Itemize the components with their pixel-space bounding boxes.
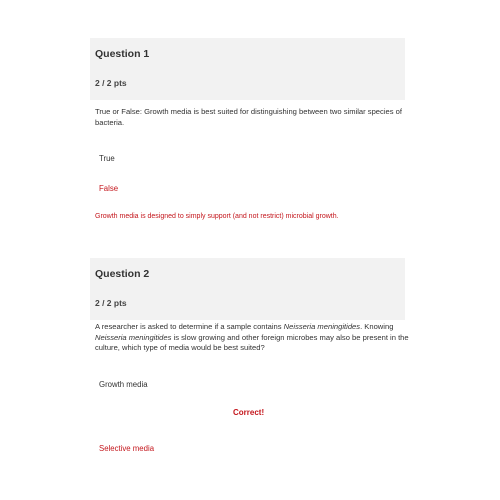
question-2-text	[95, 322, 415, 354]
answer-false[interactable]: False	[99, 184, 119, 193]
question-1-title: Question 1	[95, 48, 150, 60]
question-2-text-part-1: A researcher is asked to determine if a sample contains	[95, 322, 284, 331]
question-2-header	[90, 258, 405, 320]
answer-true[interactable]: True	[99, 154, 115, 163]
question-1-points: 2 / 2 pts	[95, 78, 127, 88]
question-2-text-part-3: . Knowing	[360, 322, 394, 331]
question-1-text: True or False: Growth media is best suited for distinguishing between two similar species of bacteria.	[95, 107, 402, 127]
question-2-points: 2 / 2 pts	[95, 298, 127, 308]
organism-name: Neisseria meningitides	[283, 322, 361, 331]
question-1-feedback: Growth media is designed to simply support (and not restrict) microbial growth.	[95, 213, 339, 220]
question-2-title: Question 2	[95, 268, 150, 280]
answer-selective-media[interactable]: Selective media	[99, 444, 155, 453]
answer-growth-media[interactable]: Growth media	[99, 380, 148, 389]
question-2-text-part-5: is slow growing and other foreign microbes may also be present in the culture, which type of media would be best suited?	[95, 332, 409, 352]
correct-label: Correct!	[233, 408, 265, 417]
question-1-header	[90, 38, 405, 100]
organism-name: Neisseria meningitides	[95, 332, 172, 342]
